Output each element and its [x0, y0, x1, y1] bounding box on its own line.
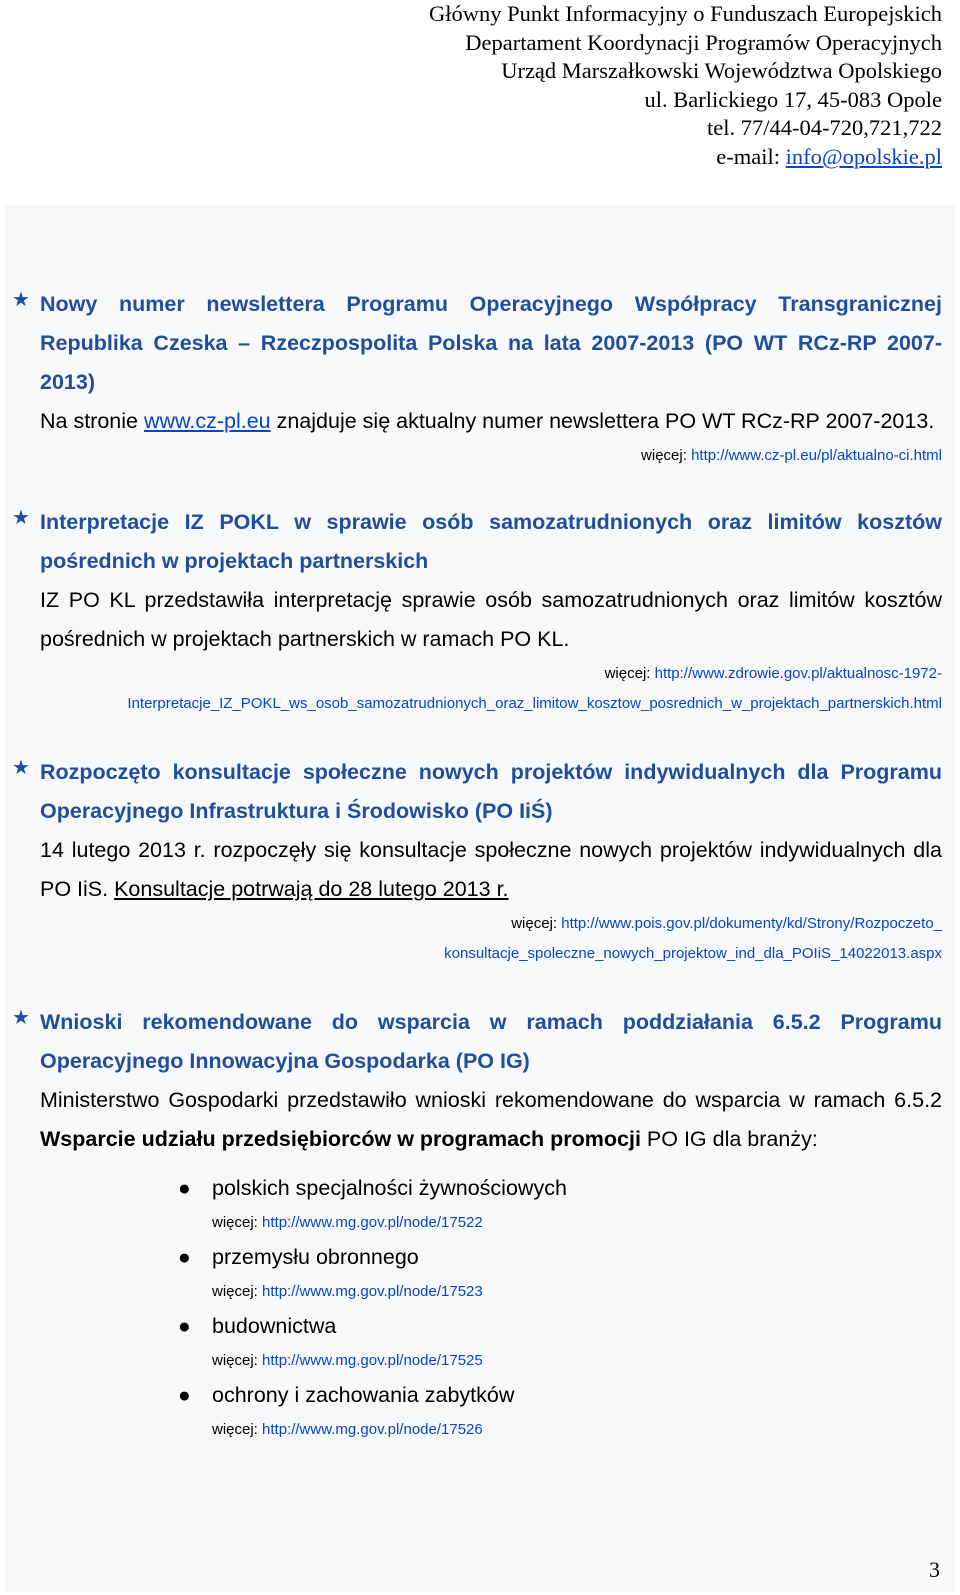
- header-line-2: Departament Koordynacji Programów Operacyjnych: [465, 29, 942, 55]
- news-title: Nowy numer newslettera Programu Operacyjnego Współpracy Transgranicznej Republika Czeska – Rzeczpospolita Polska na lata 2007-2013 (PO WT RCz-RP 2007-2013): [40, 292, 942, 394]
- news-body: IZ PO KL przedstawiła interpretację sprawie osób samozatrudnionych oraz limitów kosztów pośrednich w projektach partnerskich w ramach PO KL.: [40, 588, 942, 651]
- news-title: Interpretacje IZ POKL w sprawie osób samozatrudnionych oraz limitów kosztów pośrednich w projektach partnerskich: [40, 510, 942, 573]
- news-item-newsletter: [12, 285, 942, 471]
- header-email-line: [429, 143, 942, 172]
- more-link[interactable]: http://www.mg.gov.pl/node/17525: [262, 1352, 483, 1369]
- bullet-dot-icon: ●: [178, 1177, 191, 1200]
- more-line: więcej: http://www.pois.gov.pl/dokumenty/kd/Strony/Rozpoczeto_ konsultacje_spoleczne_nowych_projektow_ind_dla_POIiS_14022013.aspx: [444, 915, 942, 962]
- list-item: ● ochrony i zachowania zabytków więcej: http://www.mg.gov.pl/node/17526: [212, 1376, 942, 1445]
- more-link-continued[interactable]: Interpretacje_IZ_POKL_ws_osob_samozatrudnionych_oraz_limitow_kosztow_posrednich_w_projektach_partnerskich.html: [127, 695, 942, 712]
- email-label: e-mail:: [716, 143, 786, 169]
- bullet-dot-icon: ●: [178, 1246, 191, 1269]
- star-bullet-icon: ★: [12, 757, 30, 779]
- more-link[interactable]: http://www.mg.gov.pl/node/17523: [262, 1283, 483, 1300]
- news-item-interpretacje: [12, 503, 942, 719]
- news-body: Na stronie www.cz-pl.eu znajduje się aktualny numer newslettera PO WT RCz-RP 2007-2013.: [40, 409, 935, 433]
- more-link-continued[interactable]: konsultacje_spoleczne_nowych_projektow_ind_dla_POIiS_14022013.aspx: [444, 945, 942, 962]
- news-list: [12, 285, 942, 1445]
- email-link[interactable]: info@opolskie.pl: [785, 143, 942, 169]
- bullet-dot-icon: ●: [178, 1384, 191, 1407]
- news-body: Ministerstwo Gospodarki przedstawiło wnioski rekomendowane do wsparcia w ramach 6.5.2 Wsparcie udziału przedsiębiorców w programach promocji PO IG dla branży:: [40, 1088, 942, 1151]
- more-link[interactable]: http://www.mg.gov.pl/node/17522: [262, 1214, 483, 1231]
- more-link[interactable]: http://www.zdrowie.gov.pl/aktualnosc-1972-: [654, 665, 942, 682]
- header-line-1: Główny Punkt Informacyjny o Funduszach Europejskich: [428, 1, 942, 26]
- more-line: więcej: http://www.cz-pl.eu/pl/aktualno-ci.html: [641, 447, 942, 464]
- star-bullet-icon: ★: [12, 289, 30, 311]
- star-bullet-icon: ★: [12, 1007, 30, 1029]
- news-item-konsultacje: [12, 753, 942, 969]
- more-link[interactable]: http://www.mg.gov.pl/node/17526: [262, 1421, 483, 1438]
- news-item-wnioski: [12, 1003, 942, 1445]
- more-link[interactable]: http://www.cz-pl.eu/pl/aktualno-ci.html: [691, 447, 942, 464]
- bullet-dot-icon: ●: [178, 1315, 191, 1338]
- header-phone: tel. 77/44-04-720,721,722: [707, 115, 942, 141]
- news-title: Wnioski rekomendowane do wsparcia w ramach poddziałania 6.5.2 Programu Operacyjnego Innowacyjna Gospodarka (PO IG): [40, 1010, 942, 1073]
- news-body: 14 lutego 2013 r. rozpoczęły się konsultacje społeczne nowych projektów indywidualnych dla PO IiS. Konsultacje potrwają do 28 lutego 2013 r.: [40, 838, 942, 901]
- more-line: więcej: http://www.zdrowie.gov.pl/aktualnosc-1972- Interpretacje_IZ_POKL_ws_osob_samozatrudnionych_oraz_limitow_kosztow_posrednich_w_projektach_partnerskich.html: [127, 665, 942, 712]
- header-address: ul. Barlickiego 17, 45-083 Opole: [644, 86, 942, 112]
- industry-list: [12, 1169, 942, 1445]
- contact-header: [429, 0, 942, 172]
- cz-pl-link[interactable]: www.cz-pl.eu: [143, 409, 271, 433]
- list-item: ● przemysłu obronnego więcej: http://www.mg.gov.pl/node/17523: [212, 1238, 942, 1307]
- page-number: 3: [929, 1557, 940, 1582]
- bold-measure-name: Wsparcie udziału przedsiębiorców w programach promocji: [40, 1127, 641, 1151]
- header-line-3: Urząd Marszałkowski Województwa Opolskiego: [501, 58, 942, 84]
- list-item: ● polskich specjalności żywnościowych więcej: http://www.mg.gov.pl/node/17522: [212, 1169, 942, 1238]
- star-bullet-icon: ★: [12, 507, 30, 529]
- underlined-deadline: Konsultacje potrwają do 28 lutego 2013 r.: [114, 877, 509, 901]
- list-item: ● budownictwa więcej: http://www.mg.gov.pl/node/17525: [212, 1307, 942, 1376]
- news-title: Rozpoczęto konsultacje społeczne nowych projektów indywidualnych dla Programu Operacyjnego Infrastruktura i Środowisko (PO IiŚ): [40, 760, 942, 823]
- more-link[interactable]: http://www.pois.gov.pl/dokumenty/kd/Strony/Rozpoczeto_: [561, 915, 942, 932]
